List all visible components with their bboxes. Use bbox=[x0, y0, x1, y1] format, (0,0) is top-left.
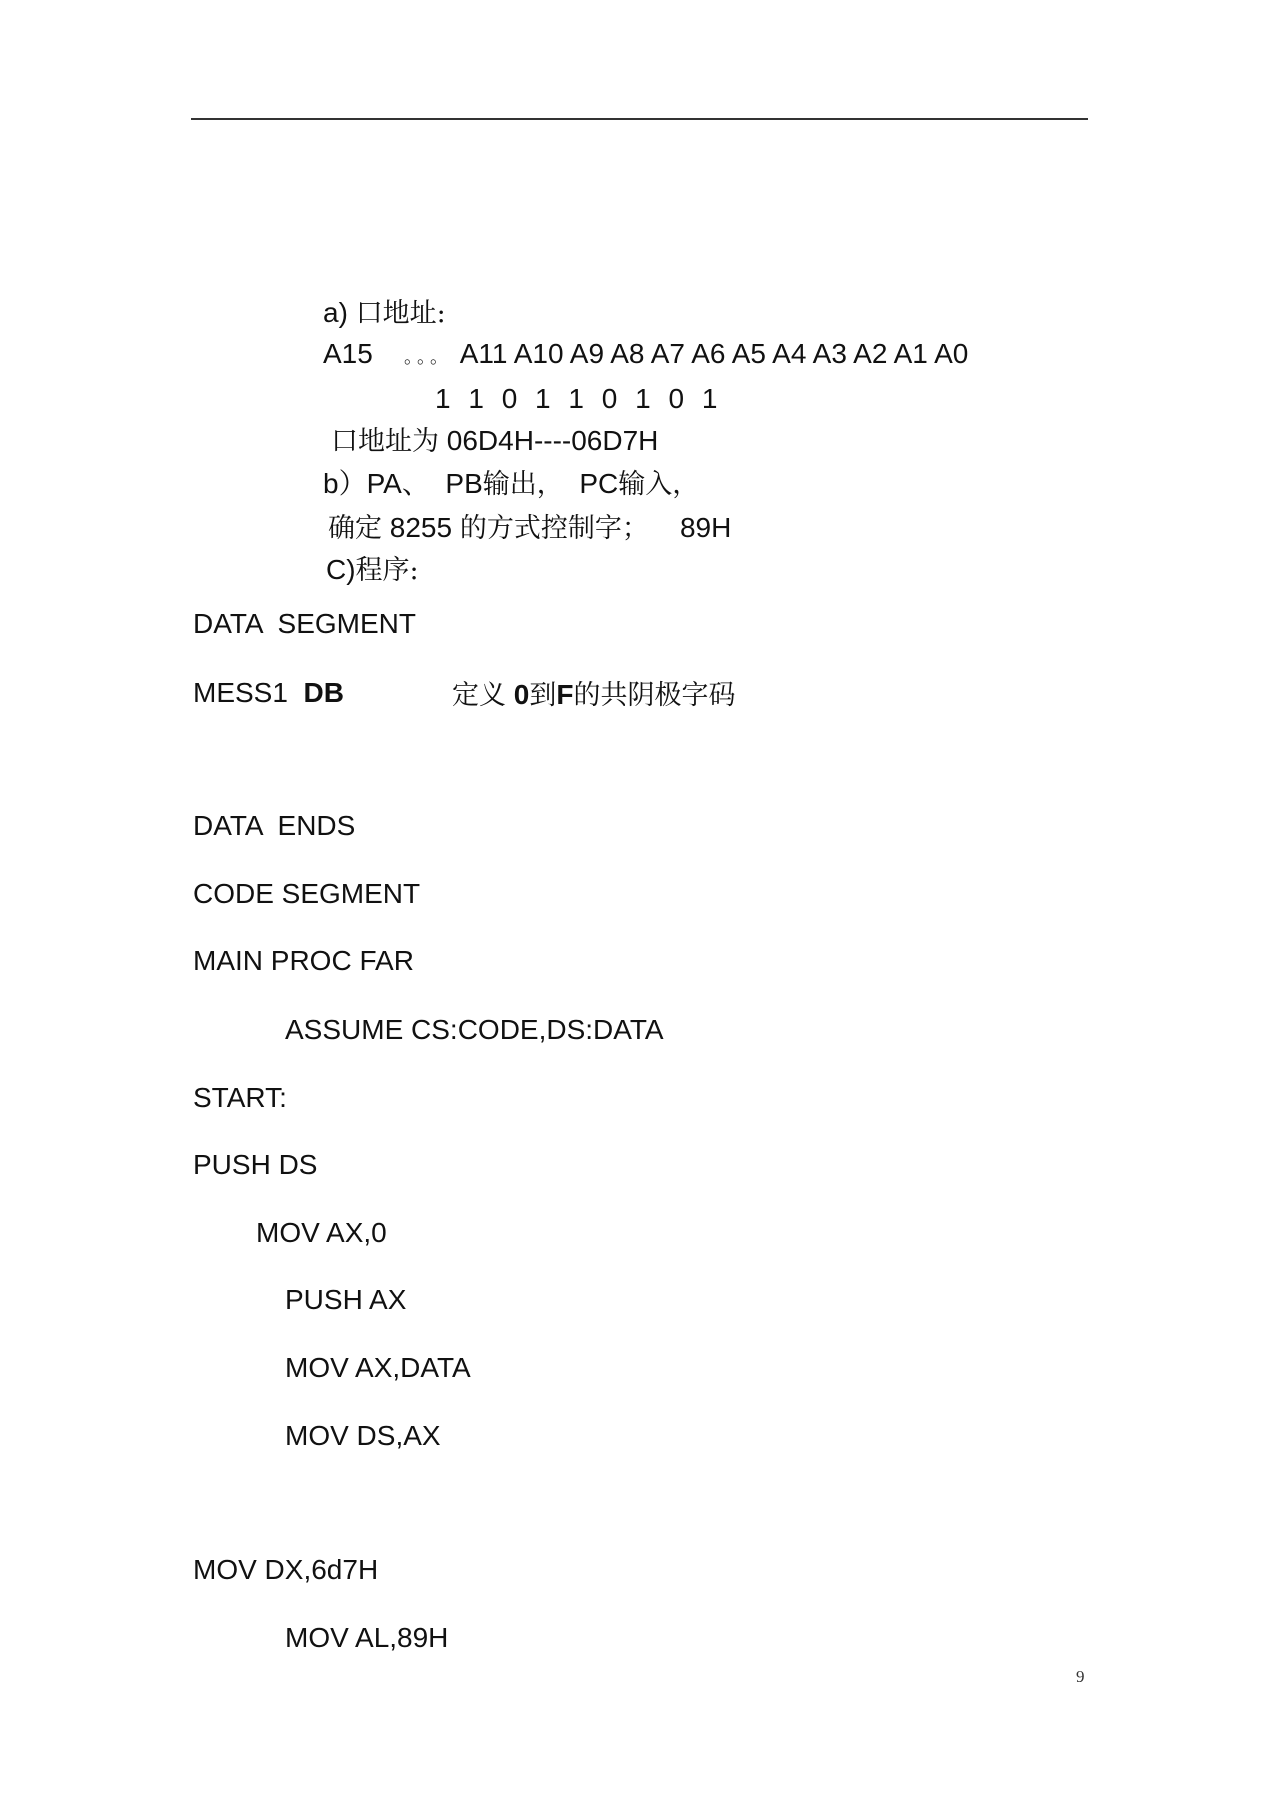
code-assume: ASSUME CS:CODE,DS:DATA bbox=[285, 1014, 664, 1045]
part-c-heading: C)程序: bbox=[326, 554, 419, 586]
code-mov-ax-data: MOV AX,DATA bbox=[285, 1352, 471, 1383]
code-mov-al: MOV AL,89H bbox=[285, 1622, 449, 1653]
code-push-ax: PUSH AX bbox=[285, 1284, 407, 1315]
part-a-heading: a) 口地址: bbox=[323, 297, 446, 329]
page-number: 9 bbox=[1076, 1667, 1085, 1686]
code-mov-dx: MOV DX,6d7H bbox=[193, 1554, 379, 1585]
code-data-ends: DATA ENDS bbox=[193, 810, 356, 841]
code-start-label: START: bbox=[193, 1082, 287, 1113]
control-word-line: 确定 8255 的方式控制字； 89H bbox=[328, 512, 732, 544]
code-data-segment: DATA SEGMENT bbox=[193, 608, 416, 639]
code-mov-ax-0: MOV AX,0 bbox=[256, 1217, 387, 1248]
code-mess1-line: MESS1 DB bbox=[193, 677, 344, 708]
code-push-ds: PUSH DS bbox=[193, 1149, 318, 1180]
code-main-proc: MAIN PROC FAR bbox=[193, 945, 414, 976]
code-mess1-comment: 定义 0到F的共阴极字码 bbox=[452, 679, 736, 711]
port-address-range: 口地址为 06D4H----06D7H bbox=[331, 425, 659, 457]
address-bit-values: 1 1 0 1 1 0 1 0 1 bbox=[435, 383, 718, 414]
header-rule bbox=[191, 118, 1088, 120]
part-b-line: b）PA、 PB输出， PC输入， bbox=[323, 468, 700, 500]
address-line-header: A15 。。。 A11 A10 A9 A8 A7 A6 A5 A4 A3 A2 A1 A0 bbox=[323, 338, 969, 369]
code-mov-ds-ax: MOV DS,AX bbox=[285, 1420, 441, 1451]
code-code-segment: CODE SEGMENT bbox=[193, 878, 421, 909]
